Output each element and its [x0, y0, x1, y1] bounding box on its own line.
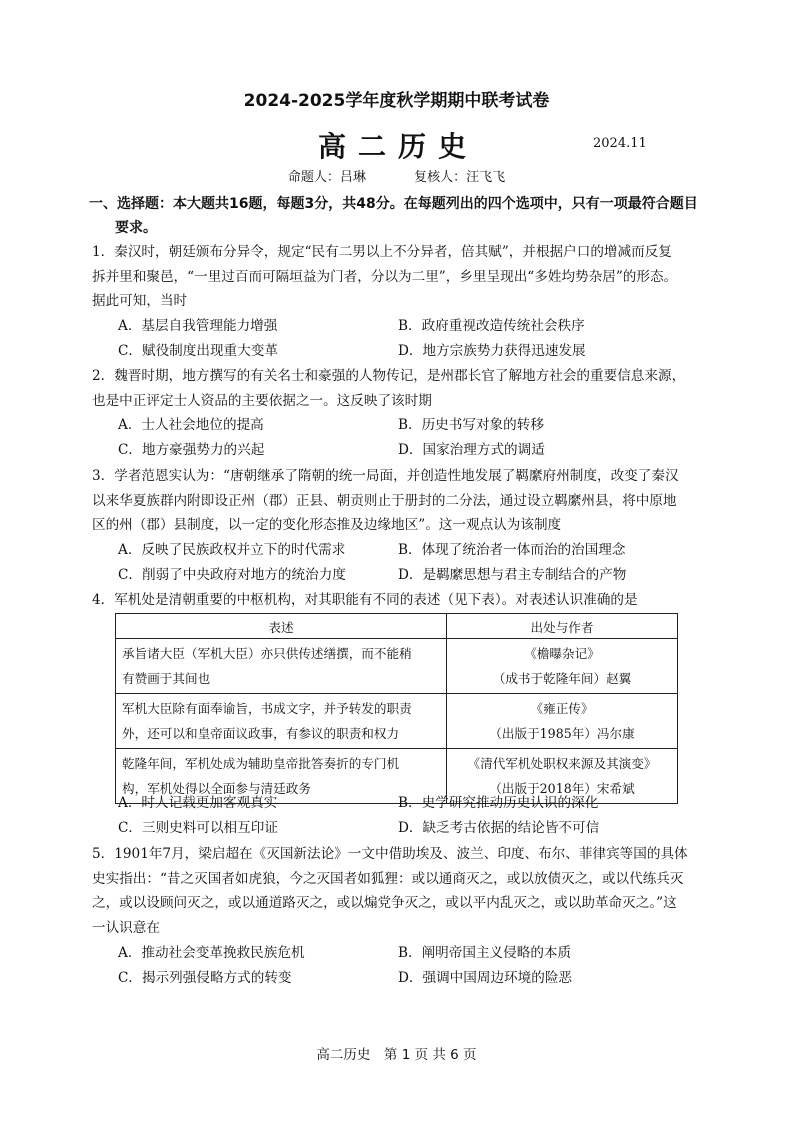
- question-2-options: [118, 413, 678, 463]
- stem-line: 拆并里和聚邑，“一里过百而可隔垣益为门者，分以为二里”，乡里呈现出“多姓均势杂居”的形态。: [92, 268, 678, 285]
- question-1-options: [118, 314, 678, 364]
- cell-line: 构，军机处得以全面参与清廷政务: [122, 781, 311, 796]
- cell-line: （出版于1985年）冯尔康: [489, 726, 635, 741]
- cell-line: （出版于2018年）宋希斌: [489, 781, 635, 796]
- stem-line: 区的州（郡）县制度，以一定的变化形态推及边缘地区”。这一观点认为该制度: [92, 517, 562, 533]
- option-b[interactable]: B．政府重视改造传统社会秩序: [398, 318, 585, 334]
- subject-title: 高二历史: [318, 130, 479, 163]
- table-cell-desc: [116, 694, 447, 749]
- option-b[interactable]: B．体现了统治者一体而治的治国理念: [398, 542, 626, 558]
- question-1-stem: [92, 240, 717, 314]
- question-3-options: [118, 538, 678, 588]
- table-cell-source: [447, 639, 678, 694]
- stem-line: 1．秦汉时，朝廷颁布分异令，规定“民有二男以上不分异者，倍其赋”，并根据户口的增减而反复: [92, 244, 672, 260]
- stem-line: 5．1901年7月，梁启超在《灭国新法论》一文中借助埃及、波兰、印度、布尔、菲律宾等国的具体: [92, 846, 688, 862]
- section-heading-line2: 要求。: [115, 220, 157, 236]
- option-a[interactable]: A．士人社会地位的提高: [118, 417, 264, 433]
- option-a[interactable]: A．基层自我管理能力增强: [118, 318, 278, 334]
- stem-line: 据此可知，当时: [92, 293, 188, 309]
- option-c[interactable]: C．三则史料可以相互印证: [118, 820, 278, 836]
- cell-line: 《雍正传》: [530, 701, 594, 716]
- stem-line: 2．魏晋时期，地方撰写的有关名士和豪强的人物传记，是州郡长官了解地方社会的重要信息来源，: [92, 368, 686, 384]
- cell-line: 乾隆年间，军机处成为辅助皇帝批答奏折的专门机: [122, 756, 400, 771]
- option-b[interactable]: B．阐明帝国主义侵略的本质: [398, 945, 572, 961]
- question-3-stem: [92, 464, 717, 538]
- question-4-stem: [92, 588, 717, 613]
- question-4-options: [118, 791, 678, 841]
- stem-line: 4．军机处是清朝重要的中枢机构，对其职能有不同的表述（见下表）。对表述认识准确的是: [92, 592, 638, 608]
- sources-table: [115, 613, 678, 804]
- option-a[interactable]: A．时人记载更加客观真实: [118, 795, 278, 811]
- table-row: [116, 639, 678, 694]
- reviewer: 复核人：汪飞飞: [414, 170, 506, 185]
- author-line: [0, 166, 793, 185]
- section-heading: [89, 192, 717, 240]
- option-d[interactable]: D．国家治理方式的调适: [398, 442, 545, 458]
- table-cell-source: [447, 694, 678, 749]
- table-header: 表述: [116, 614, 447, 639]
- table-row: [116, 694, 678, 749]
- table-header: 出处与作者: [447, 614, 678, 639]
- stem-line: 史实指出：“昔之灭国者如虎狼，今之灭国者如狐狸：或以通商灭之，或以放债灭之，或以代练兵灭: [92, 870, 684, 887]
- option-c[interactable]: C．削弱了中央政府对地方的统治力度: [118, 567, 346, 583]
- option-b[interactable]: B．历史书写对象的转移: [398, 417, 544, 433]
- option-a[interactable]: A．推动社会变革挽救民族危机: [118, 945, 305, 961]
- option-d[interactable]: D．是羁縻思想与君主专制结合的产物: [398, 567, 627, 583]
- option-d[interactable]: D．缺乏考古依据的结论皆不可信: [398, 820, 600, 836]
- option-d[interactable]: D．地方宗族势力获得迅速发展: [398, 343, 586, 359]
- cell-line: （成书于乾隆年间）赵翼: [492, 671, 632, 686]
- table-header-row: [116, 614, 678, 639]
- section-heading-line1: 一、选择题：本大题共16题，每题3分，共48分。在每题列出的四个选项中，只有一项最符合题目: [89, 196, 698, 212]
- exam-title: 2024-2025学年度秋学期期中联考试卷: [243, 91, 550, 111]
- stem-line: 以来华夏族群内附即设正州（郡）正县、朝贡则止于册封的二分法，通过设立羁縻州县，将中原地: [92, 492, 677, 509]
- cell-line: 《檐曝杂记》: [524, 646, 600, 661]
- question-2-stem: [92, 364, 717, 413]
- exam-date: 2024.11: [593, 136, 647, 151]
- stem-line: 也是中正评定士人资品的主要依据之一。这反映了该时期: [92, 392, 432, 409]
- stem-line: 一认识意在: [92, 919, 160, 936]
- question-5-options: [118, 941, 678, 991]
- option-a[interactable]: A．反映了民族政权并立下的时代需求: [118, 542, 346, 558]
- option-c[interactable]: C．揭示列强侵略方式的转变: [118, 970, 292, 986]
- stem-line: 3．学者范恩实认为：“唐朝继承了隋朝的统一局面，并创造性地发展了羁縻府州制度，改变了秦汉: [92, 468, 679, 484]
- setter: 命题人：吕琳: [287, 170, 366, 185]
- stem-line: 之，或以设顾问灭之，或以通道路灭之，或以煽党争灭之，或以平内乱灭之，或以助革命灭之。”这: [92, 895, 677, 911]
- cell-line: 有赞画于其间也: [122, 671, 211, 686]
- table-cell-desc: [116, 639, 447, 694]
- question-5-stem: [92, 842, 717, 940]
- option-c[interactable]: C．赋役制度出现重大变革: [118, 343, 278, 359]
- page-footer: 高二历史 第 1 页 共 6 页: [316, 1047, 477, 1063]
- option-b[interactable]: B．史学研究推动历史认识的深化: [398, 795, 599, 811]
- cell-line: 承旨诸大臣（军机大臣）亦只供传述缮撰，而不能稍: [122, 646, 412, 661]
- option-d[interactable]: D．强调中国周边环境的险恶: [398, 970, 573, 986]
- option-c[interactable]: C．地方豪强势力的兴起: [118, 442, 265, 458]
- cell-line: 军机大臣除有面奉谕旨，书成文字，并予转发的职责: [122, 701, 412, 716]
- cell-line: 《清代军机处职权来源及其演变》: [467, 756, 657, 771]
- cell-line: 外，还可以和皇帝面议政事，有参议的职责和权力: [122, 726, 400, 741]
